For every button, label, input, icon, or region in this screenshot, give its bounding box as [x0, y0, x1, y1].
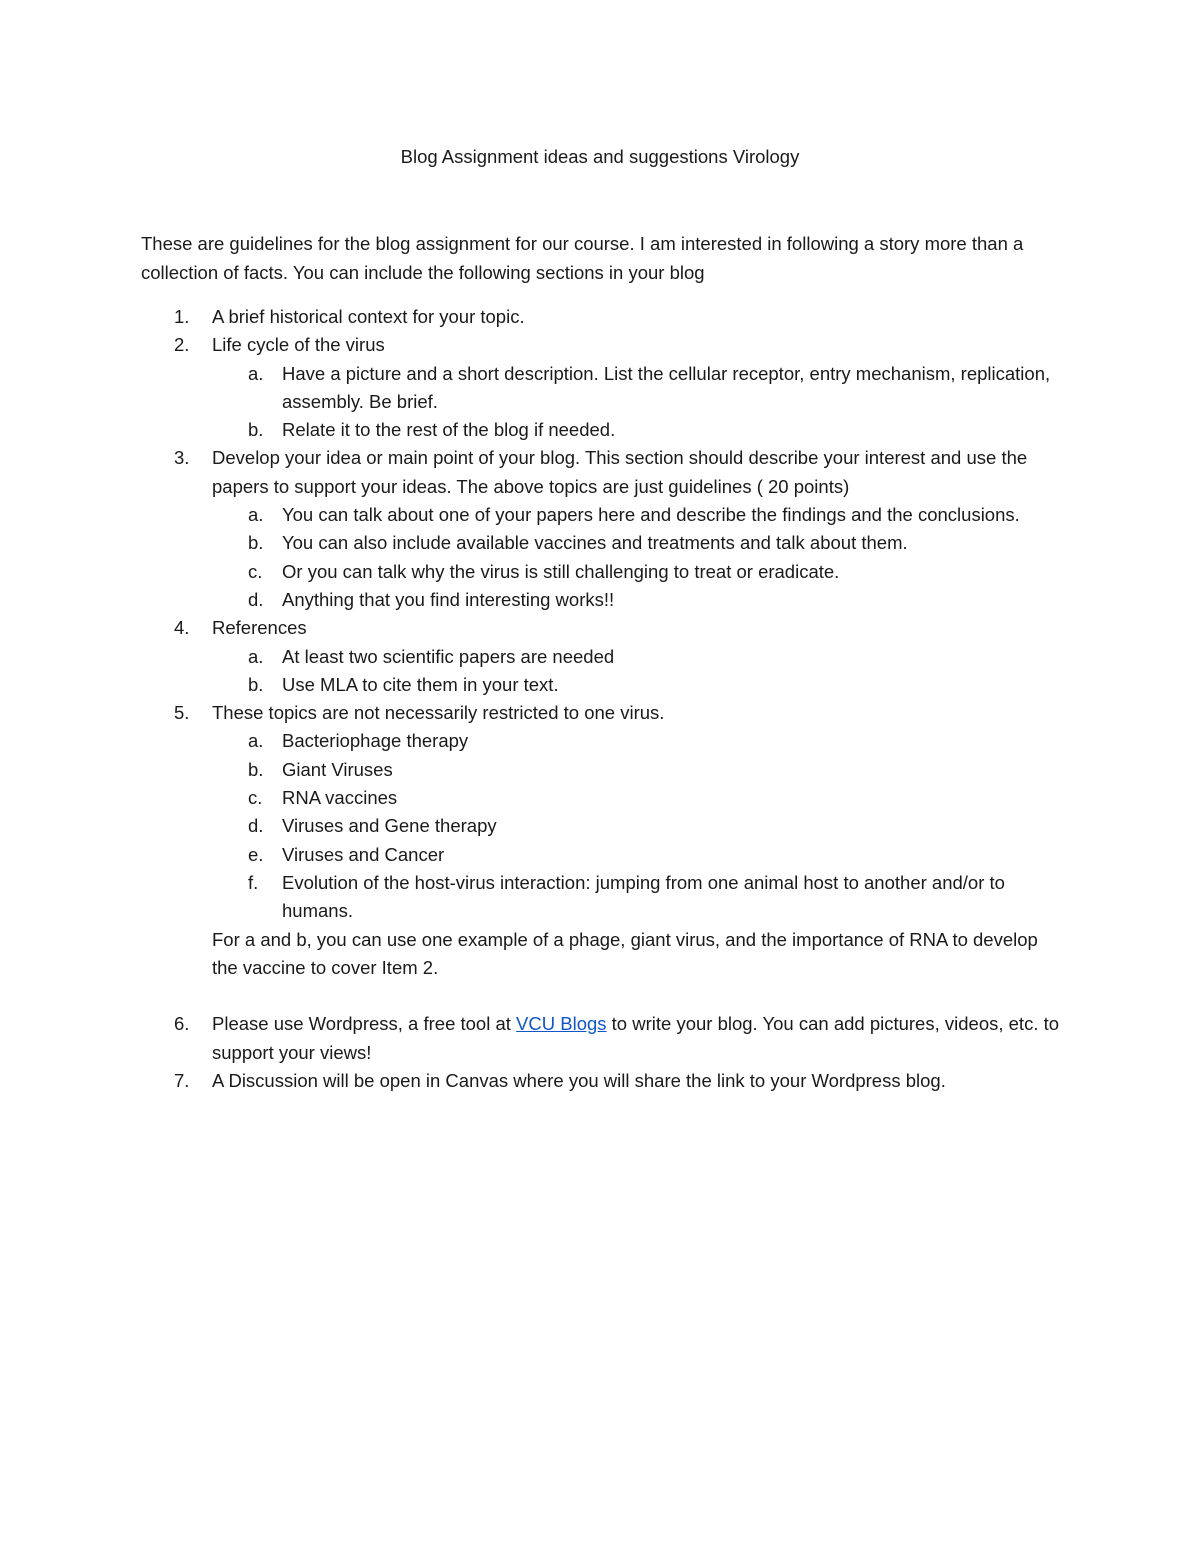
item-text: A brief historical context for your topic. [212, 306, 525, 327]
sub-letter: c. [248, 787, 263, 809]
sub-item [0, 841, 1072, 869]
sub-letter: b. [248, 758, 264, 780]
sub-item [0, 586, 1072, 614]
sub-text: Anything that you find interesting works!! [282, 588, 615, 610]
item-text: Life cycle of the virus [212, 334, 385, 356]
paragraph-gap [0, 982, 1200, 1010]
sub-text: RNA vaccines [282, 787, 398, 809]
intro-paragraph: These are guidelines for the blog assignment for our course. I am interested in following a story more than a collection of facts. You can include the following sections in your blog [141, 233, 1024, 283]
sub-item [0, 671, 1072, 699]
list-item-6 [0, 1010, 1072, 1067]
sub-text: Have a picture and a short description. List the cellular receptor, entry mechanism, replication, assembly. Be brief. [282, 362, 1051, 412]
item-number: 2. [174, 334, 190, 356]
sub-item [0, 756, 1072, 784]
list-item-7 [0, 1067, 1072, 1095]
sub-letter: c. [248, 560, 263, 582]
item-number: 5. [174, 702, 190, 724]
sub-item [0, 529, 1072, 557]
sub-letter: b. [248, 673, 264, 695]
sub-letter: b. [248, 419, 264, 441]
sub-item [0, 812, 1072, 840]
list-item-1 [0, 303, 1072, 331]
sub-text: Relate it to the rest of the blog if needed. [282, 419, 616, 441]
list-item-2 [0, 331, 1072, 359]
sub-item [0, 643, 1072, 671]
sub-item [0, 360, 1072, 417]
list-item-5 [0, 699, 1072, 727]
item-text-before-link: Please use Wordpress, a free tool at [212, 1013, 517, 1035]
sub-item [0, 416, 1072, 444]
sub-letter: e. [248, 843, 264, 865]
sub-text: Viruses and Gene therapy [282, 815, 497, 837]
sub-item [0, 558, 1072, 586]
sub-text: Or you can talk why the virus is still challenging to treat or eradicate. [282, 560, 840, 582]
numbered-list [0, 303, 1200, 1095]
item-5-note: For a and b, you can use one example of a phage, giant virus, and the importance of RNA to develop the vaccine to cover Item 2. [212, 928, 1038, 978]
list-item-4 [0, 614, 1072, 642]
sub-letter: d. [248, 815, 264, 837]
item-number: 1. [174, 306, 190, 327]
sub-text: At least two scientific papers are needed [282, 645, 615, 667]
sub-letter: f. [248, 871, 259, 893]
sub-letter: a. [248, 645, 264, 667]
sub-letter: a. [248, 362, 264, 384]
sub-letter: a. [248, 504, 264, 526]
vcu-blogs-link[interactable]: VCU Blogs [516, 1013, 607, 1035]
document-title: Blog Assignment ideas and suggestions Virology [400, 146, 800, 167]
item-text: Develop your idea or main point of your blog. This section should describe your interest and use the papers to support your ideas. The above topics are just guidelines ( 20 points) [212, 447, 1028, 497]
sub-text: Evolution of the host-virus interaction: jumping from one animal host to another and/or to humans. [282, 871, 1005, 922]
sub-item [0, 501, 1072, 529]
sub-text: Viruses and Cancer [282, 843, 445, 865]
sub-text: Bacteriophage therapy [282, 730, 469, 752]
sub-item [0, 869, 1072, 926]
sub-letter: d. [248, 588, 264, 610]
item-text-after-link: to write your blog. You can add pictures, videos, etc. to support your views! [212, 1013, 1060, 1063]
item-number: 6. [174, 1013, 190, 1035]
item-number: 4. [174, 617, 190, 639]
item-text: References [212, 617, 307, 639]
sub-item [0, 727, 1072, 755]
sub-text: Use MLA to cite them in your text. [282, 673, 559, 695]
item-number: 7. [174, 1070, 190, 1092]
sub-letter: b. [248, 532, 264, 554]
item-text: These topics are not necessarily restricted to one virus. [212, 702, 665, 724]
item-text: A Discussion will be open in Canvas where you will share the link to your Wordpress blog. [212, 1070, 946, 1092]
sub-item [0, 784, 1072, 812]
list-item-3 [0, 444, 1072, 501]
sub-text: Giant Viruses [282, 758, 393, 780]
sub-letter: a. [248, 730, 264, 752]
sub-text: You can talk about one of your papers here and describe the findings and the conclusions. [282, 504, 1020, 526]
sub-text: You can also include available vaccines and treatments and talk about them. [282, 532, 908, 554]
item-number: 3. [174, 447, 190, 469]
